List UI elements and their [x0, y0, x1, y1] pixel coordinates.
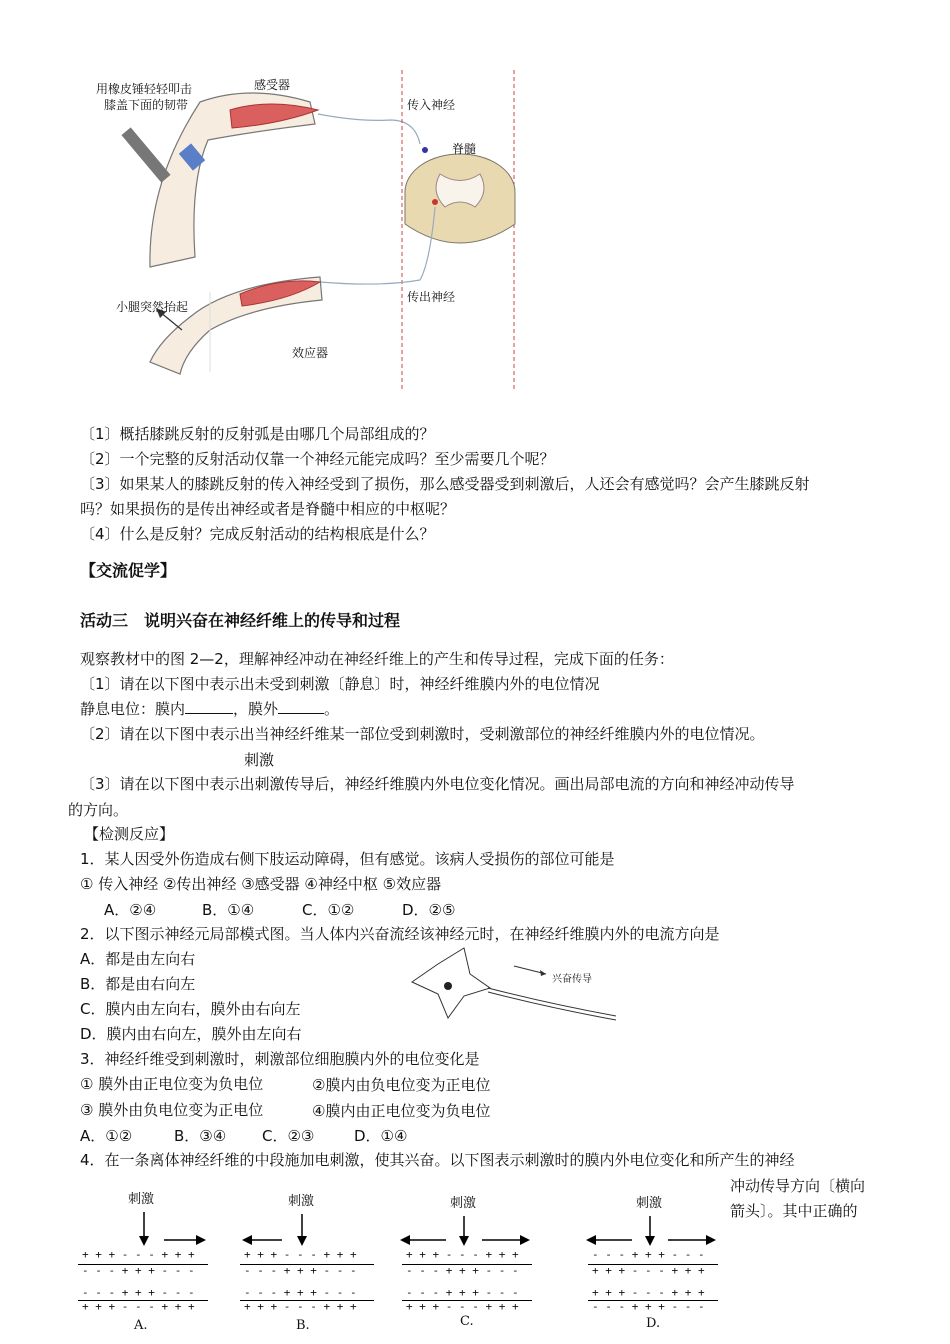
blank-outside[interactable] [278, 699, 324, 714]
panel-c-r3: - - - + + + - - - [406, 1286, 519, 1299]
panel-a [78, 1186, 210, 1336]
q3-row1a: ① 膜外由正电位变为负电位 [80, 1075, 264, 1093]
arrow-icon [540, 970, 546, 976]
q2-stem: 2．以下图示神经元局部模式图。当人体内兴奋流经该神经元时，在神经纤维膜内外的电流方向是 [80, 925, 720, 943]
label-efferent: 传出神经 [407, 290, 456, 304]
panel-a-label: A. [134, 1318, 148, 1333]
resting-outside-label: ，膜外 [233, 700, 279, 718]
question-a4: 〔4〕什么是反射？完成反射活动的结构根底是什么？ [80, 525, 435, 543]
panel-c-r1: + + + - - - + + + [406, 1248, 519, 1261]
panel-d-stim: 刺激 [636, 1196, 663, 1211]
neuron-fig-label: 兴奋传导 [552, 974, 592, 985]
panel-b-r4: + + + - - - + + + [244, 1300, 357, 1313]
q2-option-c: C．膜内由左向右，膜外由右向左 [80, 1000, 301, 1018]
activity3-intro: 观察教材中的图 2—2，理解神经冲动在神经纤维上的产生和传导过程，完成下面的任务： [80, 650, 674, 668]
spinal-cord-diagram [405, 154, 515, 243]
panel-c-r4: + + + - - - + + + [406, 1300, 519, 1313]
resting-potential-line [80, 699, 339, 719]
label-leg-lift: 小腿突然抬起 [116, 300, 189, 314]
resting-label: 静息电位：膜内 [80, 700, 186, 718]
q1-option-b: B．①④ [202, 901, 255, 919]
panel-a-arrows [78, 1186, 210, 1256]
question-a1: 〔1〕概括膝跳反射的反射弧是由哪几个局部组成的？ [80, 425, 435, 443]
q3-option-a: A．①② [80, 1127, 133, 1145]
activity3-q2: 〔2〕请在以下图中表示出当神经纤维某一部位受到刺激时，受刺激部位的神经纤维膜内外的电位情况。 [80, 725, 765, 743]
panel-c-label: C. [460, 1314, 474, 1329]
q1-option-c: C．①② [302, 901, 355, 919]
panel-b-r3: - - - + + + - - - [244, 1286, 357, 1299]
q1-items: ① 传入神经 ②传出神经 ③感受器 ④神经中枢 ⑤效应器 [80, 875, 442, 893]
q4-stem: 4．在一条离体神经纤维的中段施加电刺激，使其兴奋。以下图表示刺激时的膜内外电位变化和所产生的神经 [80, 1151, 795, 1169]
panel-c-stim: 刺激 [450, 1196, 477, 1211]
stimulus-label: 刺激 [244, 751, 275, 769]
q4-cont1: 冲动传导方向〔横向 [730, 1177, 866, 1195]
panel-b-stim: 刺激 [288, 1194, 315, 1209]
panel-b-arrows [240, 1186, 376, 1256]
panel-b-r1: + + + - - - + + + [244, 1248, 357, 1261]
activity3-q3: 〔3〕请在以下图中表示出刺激传导后，神经纤维膜内外电位变化情况。画出局部电流的方向和神经冲动传导 [80, 775, 795, 793]
q1-stem: 1．某人因受外伤造成右侧下肢运动障碍，但有感觉。该病人受损伤的部位可能是 [80, 850, 615, 868]
panel-d-r3: + + + - - - + + + [592, 1286, 705, 1299]
panel-b [240, 1186, 376, 1336]
label-hammer: 用橡皮锤轻轻叩击 [96, 82, 193, 96]
activity3-q1: 〔1〕请在以下图中表示出未受到刺激〔静息〕时，神经纤维膜内外的电位情况 [80, 675, 600, 693]
panel-d-arrows [584, 1186, 720, 1256]
panel-b-label: B. [296, 1318, 310, 1333]
panel-a-r3: - - - + + + - - - [82, 1286, 195, 1299]
q3-row2b: ④膜内由正电位变为负电位 [312, 1102, 491, 1120]
panel-c-r2: - - - + + + - - - [406, 1264, 519, 1277]
question-a2: 〔2〕一个完整的反射活动仅靠一个神经元能完成吗？至少需要几个呢？ [80, 450, 555, 468]
panel-b-r2: - - - + + + - - - [244, 1264, 357, 1277]
q3-stem: 3．神经纤维受到刺激时，刺激部位细胞膜内外的电位变化是 [80, 1050, 480, 1068]
label-hammer-2: 膝盖下面的韧带 [104, 98, 189, 112]
q3-option-b: B．③④ [174, 1127, 227, 1145]
q3-row2a: ③ 膜外由负电位变为正电位 [80, 1101, 264, 1119]
panel-c-arrows [398, 1186, 534, 1256]
q2-option-d: D．膜内由右向左，膜外由左向右 [80, 1025, 302, 1043]
panel-d-r4: - - - + + + - - - [592, 1300, 705, 1313]
q3-option-c: C．②③ [262, 1127, 315, 1145]
panel-d-r2: + + + - - - + + + [592, 1264, 705, 1277]
question-a3-cont: 吗？如果损伤的是传出神经或者是脊髓中相应的中枢呢？ [80, 500, 456, 518]
activity3-q3-cont: 的方向。 [68, 801, 129, 819]
label-afferent: 传入神经 [407, 98, 456, 112]
q4-cont2: 箭头〕。其中正确的 [730, 1202, 858, 1220]
panel-a-stim: 刺激 [128, 1192, 155, 1207]
question-a3: 〔3〕如果某人的膝跳反射的传入神经受到了损伤，那么感受器受到刺激后，人还会有感觉吗？会产生膝跳反射 [80, 475, 810, 493]
panel-a-r4: + + + - - - + + + [82, 1300, 195, 1313]
q1-option-d: D．②⑤ [402, 901, 456, 919]
activity3-title: 活动三 说明兴奋在神经纤维上的传导和过程 [80, 611, 401, 630]
panel-a-r2: - - - + + + - - - [82, 1264, 195, 1277]
label-effector: 效应器 [292, 346, 329, 360]
blank-inside[interactable] [185, 699, 233, 714]
panel-d-r1: - - - + + + - - - [592, 1248, 705, 1261]
q3-row1b: ②膜内由负电位变为正电位 [312, 1076, 491, 1094]
q3-option-d: D．①④ [354, 1127, 408, 1145]
neuron-nucleus [444, 982, 452, 990]
check-title: 【检测反应】 [84, 825, 175, 843]
label-receptor: 感受器 [254, 78, 291, 92]
panel-c [398, 1186, 534, 1336]
q2-option-a: A．都是由左向右 [80, 950, 196, 968]
panel-a-r1: + + + - - - + + + [82, 1248, 195, 1261]
panel-d-label: D. [646, 1316, 661, 1331]
q2-option-b: B．都是由右向左 [80, 975, 196, 993]
section-exchange: 【交流促学】 [80, 561, 177, 580]
neuron-cell-body [412, 948, 490, 1018]
panel-d [584, 1186, 720, 1336]
resting-end: 。 [324, 700, 340, 718]
q1-option-a: A．②④ [104, 901, 157, 919]
label-spinal: 脊髓 [452, 142, 477, 156]
